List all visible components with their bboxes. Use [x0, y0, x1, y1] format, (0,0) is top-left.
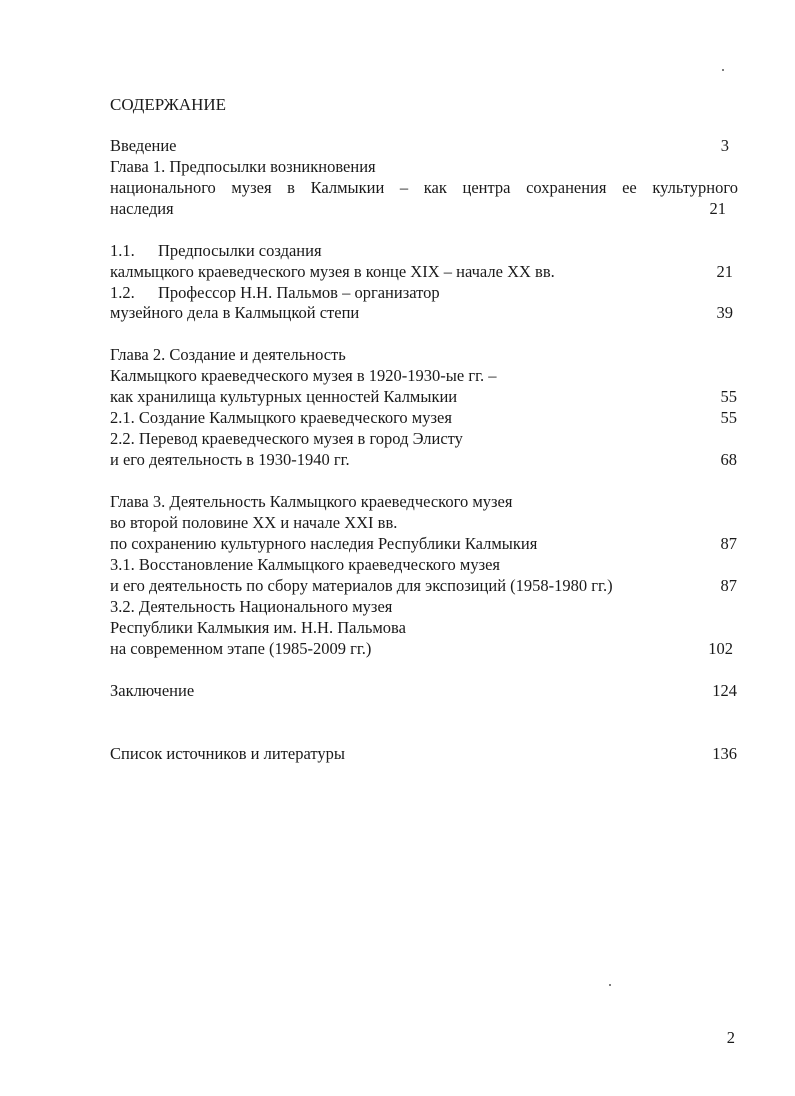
toc-bibliography-page: 136 — [712, 744, 737, 763]
toc-section1-2-line2: музейного дела в Калмыцкой степи — [110, 303, 360, 322]
toc-chapter2-line3: как хранилища культурных ценностей Калмыкии — [110, 387, 458, 406]
toc-chapter1-line2: национального музея в Калмыкии – как центра сохранения ее культурного — [110, 178, 738, 197]
toc-chapter2-line1: Глава 2. Создание и деятельность — [110, 345, 346, 364]
toc-section2-2-line1: 2.2. Перевод краеведческого музея в город Элисту — [110, 429, 463, 448]
toc-heading: СОДЕРЖАНИЕ — [110, 95, 227, 114]
toc-section3-2-page: 102 — [708, 639, 733, 658]
toc-section1-1-line2: калмыцкого краеведческого музея в конце XIX – начале XX вв. — [110, 262, 555, 281]
toc-section1-2-page: 39 — [716, 303, 733, 322]
toc-chapter3-line1: Глава 3. Деятельность Калмыцкого краеведческого музея — [110, 492, 513, 511]
toc-chapter3-line3: по сохранению культурного наследия Республики Калмыкия — [110, 534, 538, 553]
toc-section1-2-title: Профессор Н.Н. Пальмов – организатор — [158, 283, 440, 302]
toc-section2-2-line2: и его деятельность в 1930-1940 гг. — [110, 450, 350, 469]
toc-section3-1-line1: 3.1. Восстановление Калмыцкого краеведческого музея — [110, 555, 500, 574]
toc-section1-1-line1 — [110, 241, 322, 261]
toc-section2-1-page: 55 — [720, 408, 737, 427]
toc-chapter1-page: 21 — [709, 199, 726, 218]
toc-conclusion-title: Заключение — [110, 681, 195, 700]
toc-section1-2-line1 — [110, 283, 440, 303]
toc-section1-2-number: 1.2. — [110, 283, 135, 302]
toc-section2-1-line1: 2.1. Создание Калмыцкого краеведческого музея — [110, 408, 452, 427]
toc-section1-1-page: 21 — [716, 262, 733, 281]
toc-section3-2-line3: на современном этапе (1985-2009 гг.) — [110, 639, 372, 658]
scan-speck — [609, 984, 611, 986]
toc-section3-2-line2: Республики Калмыкия им. Н.Н. Пальмова — [110, 618, 406, 637]
toc-chapter3-line2: во второй половине XX и начале XXI вв. — [110, 513, 398, 532]
toc-section3-1-line2: и его деятельность по сбору материалов для экспозиций (1958-1980 гг.) — [110, 576, 613, 595]
toc-chapter2-page: 55 — [720, 387, 737, 406]
toc-section1-1-number: 1.1. — [110, 241, 135, 260]
toc-conclusion-page: 124 — [712, 681, 737, 700]
toc-section3-1-page: 87 — [720, 576, 737, 595]
toc-section1-1-title: Предпосылки создания — [158, 241, 322, 260]
toc-section3-2-line1: 3.2. Деятельность Национального музея — [110, 597, 393, 616]
toc-chapter2-line2: Калмыцкого краеведческого музея в 1920-1930-ые гг. – — [110, 366, 497, 385]
scan-speck — [722, 69, 724, 71]
page-number: 2 — [726, 1028, 735, 1047]
toc-chapter3-page: 87 — [720, 534, 737, 553]
toc-intro-title: Введение — [110, 136, 177, 155]
toc-chapter1-line1: Глава 1. Предпосылки возникновения — [110, 157, 376, 176]
toc-bibliography-title: Список источников и литературы — [110, 744, 345, 763]
toc-intro-page: 3 — [720, 136, 729, 155]
toc-chapter1-line3: наследия — [110, 199, 174, 218]
toc-section2-2-page: 68 — [720, 450, 737, 469]
